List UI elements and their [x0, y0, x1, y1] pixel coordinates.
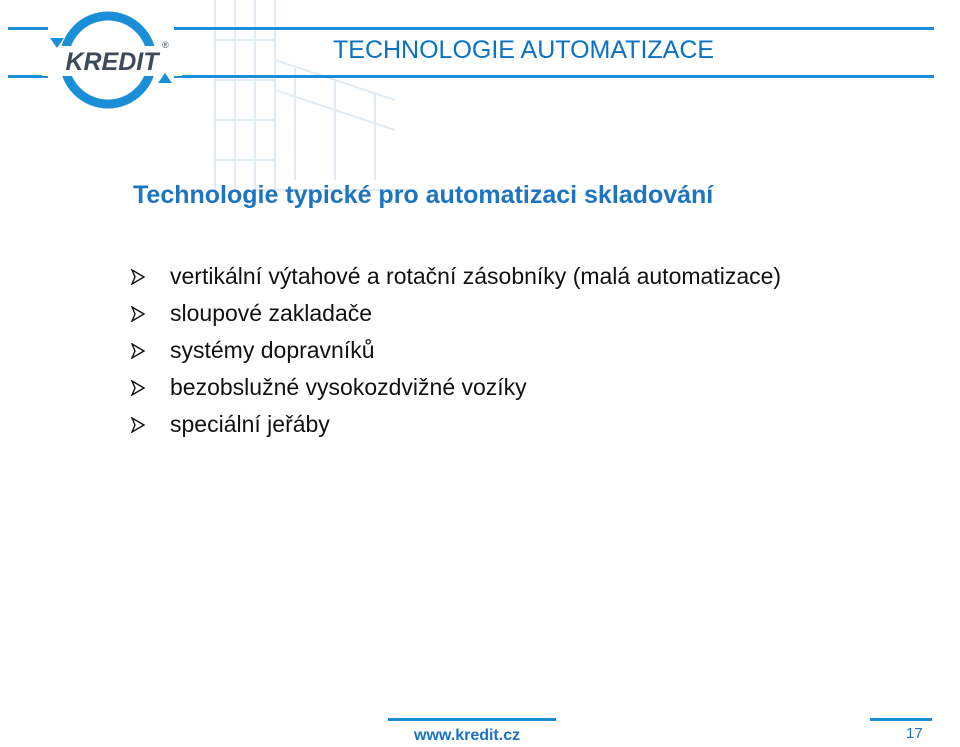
list-item-text: bezobslužné vysokozdvižné vozíky: [170, 374, 527, 400]
footer-rule-right: [870, 718, 932, 721]
logo-text: KREDIT: [65, 48, 159, 76]
arrow-bullet-icon: [130, 343, 170, 359]
list-item-text: speciální jeřáby: [170, 411, 330, 437]
list-item: [130, 295, 781, 332]
header-rule-right-top: [174, 27, 934, 30]
page-title: TECHNOLOGIE AUTOMATIZACE: [333, 36, 715, 64]
list-item-text: vertikální výtahové a rotační zásobníky (malá automatizace): [170, 263, 782, 289]
crane-illustration: [195, 0, 425, 200]
section-subtitle: Technologie typické pro automatizaci skladování: [133, 181, 714, 209]
list-item-text: systémy dopravníků: [170, 337, 375, 363]
header-rule-right-bottom: [174, 75, 934, 78]
page-number: 17: [906, 725, 923, 742]
arrow-bullet-icon: [130, 306, 170, 322]
list-item: [130, 332, 781, 369]
kredit-logo: [36, 8, 186, 112]
arrow-bullet-icon: [130, 269, 170, 285]
list-item-text: sloupové zakladače: [170, 300, 373, 326]
arrow-bullet-icon: [130, 417, 170, 433]
list-item: [130, 258, 781, 295]
arrow-bullet-icon: [130, 380, 170, 396]
logo-registered-mark: ®: [162, 40, 169, 50]
list-item: [130, 369, 781, 406]
footer-rule-center: [388, 718, 556, 721]
list-item: [130, 406, 781, 443]
footer-url[interactable]: www.kredit.cz: [414, 727, 521, 744]
bullet-list: [130, 258, 781, 443]
